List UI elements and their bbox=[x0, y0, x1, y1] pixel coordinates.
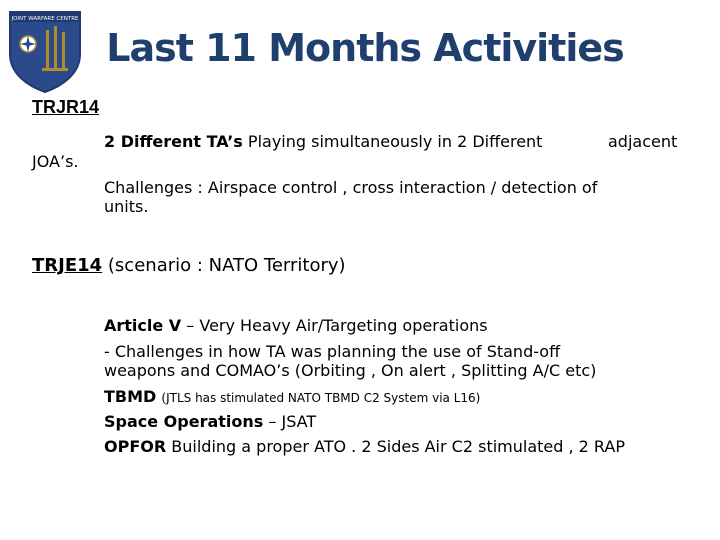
trjr14-line1-end: adjacent bbox=[608, 132, 678, 151]
trjr14-line1-text: Playing simultaneously in 2 Different bbox=[247, 132, 543, 151]
trje14-subtitle: (scenario : NATO Territory) bbox=[102, 255, 346, 276]
trje14-article bbox=[104, 316, 488, 335]
trjr14-line1-bold: 2 Different TA’s bbox=[104, 132, 243, 151]
trje14-opfor-bold: OPFOR bbox=[104, 437, 167, 456]
page-title: Last 11 Months Activities bbox=[106, 26, 624, 70]
trjr14-line1-cont: JOA’s. bbox=[32, 152, 79, 171]
trje14-space-bold: Space Operations bbox=[104, 412, 264, 431]
trjr14-line1 bbox=[104, 132, 542, 151]
trje14-opfor bbox=[104, 437, 625, 456]
trje14-heading: TRJE14 bbox=[32, 255, 103, 276]
trjr14-line2a: Challenges : Airspace control , cross interaction / detection of bbox=[104, 178, 598, 197]
trje14-tbmd-bold: TBMD bbox=[104, 387, 157, 406]
trje14-challenges-b: weapons and COMAO’s (Orbiting , On alert , Splitting A/C etc) bbox=[104, 361, 597, 380]
trje14-space bbox=[104, 412, 316, 431]
trje14-heading-line bbox=[32, 255, 346, 276]
trje14-tbmd-text: (JTLS has stimulated NATO TBMD C2 System via L16) bbox=[161, 391, 481, 405]
trjr14-heading: TRJR14 bbox=[32, 97, 100, 117]
trje14-opfor-text: Building a proper ATO . 2 Sides Air C2 stimulated , 2 RAP bbox=[166, 437, 625, 456]
trje14-space-text: – JSAT bbox=[263, 412, 317, 431]
trje14-challenges-a: - Challenges in how TA was planning the use of Stand-off bbox=[104, 342, 561, 361]
trje14-article-text: – Very Heavy Air/Targeting operations bbox=[181, 316, 488, 335]
trje14-tbmd bbox=[104, 387, 480, 406]
logo-text: JOINT WARFARE CENTRE bbox=[11, 16, 79, 22]
trjr14-line2b: units. bbox=[104, 197, 149, 216]
trje14-article-bold: Article V bbox=[104, 316, 182, 335]
